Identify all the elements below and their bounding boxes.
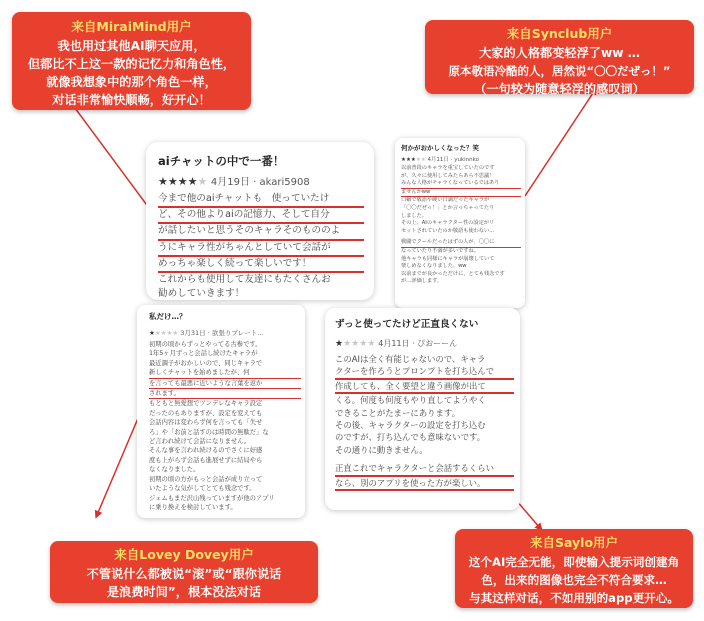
review-card-pion <box>325 308 520 510</box>
review-line: 最近調子がおかしいので、同じキャラで <box>149 359 263 367</box>
callout-title: 来自Synclub用户 <box>506 26 613 41</box>
callout-title: 来自MiraiMind用户 <box>71 19 192 34</box>
review-body <box>401 165 521 286</box>
star-icon: ★ <box>172 329 179 337</box>
star-rating <box>158 175 211 188</box>
callout-line: 原本敬语冷酷的人，居然说“〇〇だぜっ！” <box>448 64 671 78</box>
review-line: 正直これでキャラクターと会話するくらい <box>335 462 514 476</box>
review-line: その通りに動きません。 <box>335 444 428 455</box>
review-line: 以前普段のキャラを重宝していたのです <box>401 165 495 171</box>
review-line: 楽しめなくなりました。ww <box>401 263 467 270</box>
review-line: を言っても最悪に近いような言葉を返か <box>149 379 301 389</box>
review-line: なっていたり不満が多いですね。 <box>401 247 479 254</box>
review-line: みんな人格がチャラくなっているではあり <box>401 180 521 189</box>
review-line: 度も上がらず会話も進展せずに結局やら <box>149 456 263 464</box>
review-line: なら、別のアプリを使った方が楽しい。 <box>335 477 514 491</box>
callout-line: 但都比不上这一款的记忆力和角色性， <box>27 57 236 71</box>
review-line: なくなりました。 <box>149 466 200 474</box>
review-date: 4月19日 <box>210 177 250 188</box>
review-date: 4月11日 <box>427 157 449 163</box>
review-line: に乗り換えを検討しています。 <box>149 503 237 511</box>
callout-title: 来自Saylo用户 <box>529 535 619 550</box>
review-card-plate <box>137 305 305 518</box>
star-icon: ★ <box>177 175 188 188</box>
review-line: ませんかww <box>401 189 521 198</box>
review-line: 他キャラも同様にキャラが崩壊していて <box>401 255 495 262</box>
review-line: 1年5ヶ月ずっと会話し続けたキャラが <box>149 350 258 358</box>
star-icon: ★ <box>367 339 376 349</box>
review-line: 初期の頃からずっとやってる古参です。 <box>149 341 262 348</box>
review-line: しました。 <box>401 212 427 219</box>
arrow-synclub <box>525 90 595 196</box>
review-line: その後、キャラクターの設定を打ち込む <box>335 420 486 431</box>
callout-line: 就像我想象中的那个角色一样， <box>46 75 217 89</box>
review-title: 何かがおかしくなった？笑 <box>401 144 479 152</box>
star-icon: ★ <box>415 157 421 163</box>
star-icon: ★ <box>167 175 178 188</box>
review-line: 口癖で敬語や硬い口調だったキャラが <box>401 197 490 204</box>
review-body <box>335 353 514 491</box>
review-author: yukinnko <box>454 157 479 163</box>
star-icon: ★ <box>405 157 411 163</box>
star-icon: ★ <box>187 175 198 188</box>
review-line: が、久々に使用してみたらあら不思議！ <box>401 172 495 179</box>
star-icon: ★ <box>154 329 161 337</box>
callout-line: 大家的人格都变轻浮了ww … <box>479 46 640 60</box>
star-rating <box>335 339 378 349</box>
callout-miraimind <box>12 12 251 110</box>
callout-synclub <box>425 20 694 94</box>
star-icon: ★ <box>343 339 352 349</box>
callout-line: 与其这样对话，不如用别的app更开心。 <box>469 591 679 605</box>
review-body <box>158 192 364 300</box>
review-line: くる。何度も何度もやり直してようやく <box>335 395 486 406</box>
star-icon: ★ <box>149 329 155 337</box>
star-rating <box>401 157 427 163</box>
review-line: 今まで他のaiチャットも 使っていたけ <box>158 192 364 208</box>
callout-line: 是浪费时间”，根本没法对话 <box>106 585 262 599</box>
review-card-yukinnko <box>395 138 525 308</box>
review-meta: ★★★★★ 4月11日 · yukinnko <box>401 157 479 163</box>
review-line: のですが、打ち込んでも意味ないです。 <box>335 432 486 443</box>
review-line: クターを作ろうとプロンプトを打ち込んで <box>335 365 514 379</box>
review-line: 戦闘でクールだったはずの人が、〇〇に <box>401 239 521 248</box>
callout-line: 对话非常愉快顺畅，好开心！ <box>52 93 211 107</box>
callout-lovey-dovey <box>50 541 318 603</box>
review-line: セットされていたのか敬語も使わない… <box>401 227 495 234</box>
review-line: 「〇〇だぜっ！」とか言っちゃってたり <box>401 204 495 211</box>
arrow-miraimind <box>72 104 152 212</box>
review-title: 私だけ…？ <box>149 312 187 321</box>
review-line: 作成しても、全く要望と違う画像が出て <box>335 380 514 394</box>
star-icon: ★ <box>351 339 360 349</box>
callout-line: 色，出来的图像也完全不符合要求… <box>481 573 667 587</box>
callout-saylo <box>455 529 693 608</box>
review-line: が話したいと思うそのキャラそのもののよ <box>158 224 364 240</box>
review-line: 以前までが良かっただけに、とても残念です <box>401 270 505 277</box>
callout-line: 这个AI完全无能，即使输入提示词创建角 <box>468 555 680 569</box>
review-line: 会話内容は変わらず何を言っても「失せ <box>149 419 263 427</box>
review-line: されます。 <box>149 389 301 399</box>
review-line: これからも使用して友達にもたくさんお <box>158 274 331 286</box>
review-author: ぴおーーん <box>417 339 458 348</box>
callout-line: 我也用过其他AI聊天应用， <box>57 39 206 53</box>
review-line: めっちゃ楽しく続って楽しいです！ <box>158 257 364 273</box>
review-line: いたような気がしてとても残念です。 <box>149 485 256 493</box>
review-line: そんな事を言われ続けるのでさくに好感 <box>149 447 263 455</box>
review-title: aiチャットの中で一番！ <box>158 154 285 168</box>
star-icon: ★ <box>420 157 426 163</box>
review-author: akari5908 <box>259 177 310 188</box>
review-meta: ★★★★★ 3月31日 · 欲張りプレート… <box>149 329 264 337</box>
callout-line: 不管说什么都被说“滚”或“跟你说话 <box>86 567 282 581</box>
star-icon: ★ <box>410 157 416 163</box>
review-line: 初期の頃の方がもっと会話が成り立って <box>149 475 263 483</box>
review-meta: ★★★★★ 4月19日 · akari5908 <box>158 175 310 188</box>
review-line: うにキャラ性がちゃんとしていて会話が <box>158 241 364 257</box>
review-line: ジェムもまだ沢山残っていますが他のアプリ <box>149 494 275 502</box>
review-line: 勧めしていきます！ <box>158 288 245 300</box>
review-line: ど言われ続けて会話になりません。 <box>149 438 251 446</box>
review-line: 新しくチャットを始めましたが、何 <box>149 368 301 378</box>
star-icon: ★ <box>158 175 168 188</box>
review-line: できることがたまーにあります。 <box>335 407 460 418</box>
star-icon: ★ <box>166 329 173 337</box>
review-date: 4月11日 <box>378 339 410 348</box>
review-line: このAIは全く有能じゃないので、キャラ <box>335 354 486 364</box>
review-card-akari <box>146 142 374 300</box>
callout-line: （一句较为随意轻浮的感叹词） <box>474 82 645 96</box>
star-icon: ★ <box>335 339 344 349</box>
review-body <box>149 340 301 512</box>
review-line: ど、その他よりaiの記憶力、そして自分 <box>158 208 364 224</box>
review-meta: ★★★★★ 4月11日 · ぴおーーん <box>335 339 458 349</box>
star-icon: ★ <box>160 329 167 337</box>
star-icon: ★ <box>401 157 406 163</box>
review-date: 3月31日 <box>180 329 206 337</box>
review-line: その上、AIのキャラクター性の設定がリ <box>401 220 495 227</box>
star-icon: ★ <box>359 339 368 349</box>
review-line: だったのもありますが、設定を変えても <box>149 409 263 417</box>
star-icon: ★ <box>197 175 208 188</box>
review-line: もともと無愛想でツンデレなキャラ設定 <box>149 400 263 408</box>
review-title: ずっと使ってたけど正直良くない <box>335 319 479 330</box>
star-rating <box>149 329 180 337</box>
review-line: が…評価します。 <box>401 278 443 285</box>
callout-title: 来自Lovey Dovey用户 <box>114 547 254 562</box>
review-line: ろ」や「お前と話すのは時間の無駄だ」な <box>149 428 269 436</box>
review-author: 欲張りプレート… <box>211 329 264 337</box>
